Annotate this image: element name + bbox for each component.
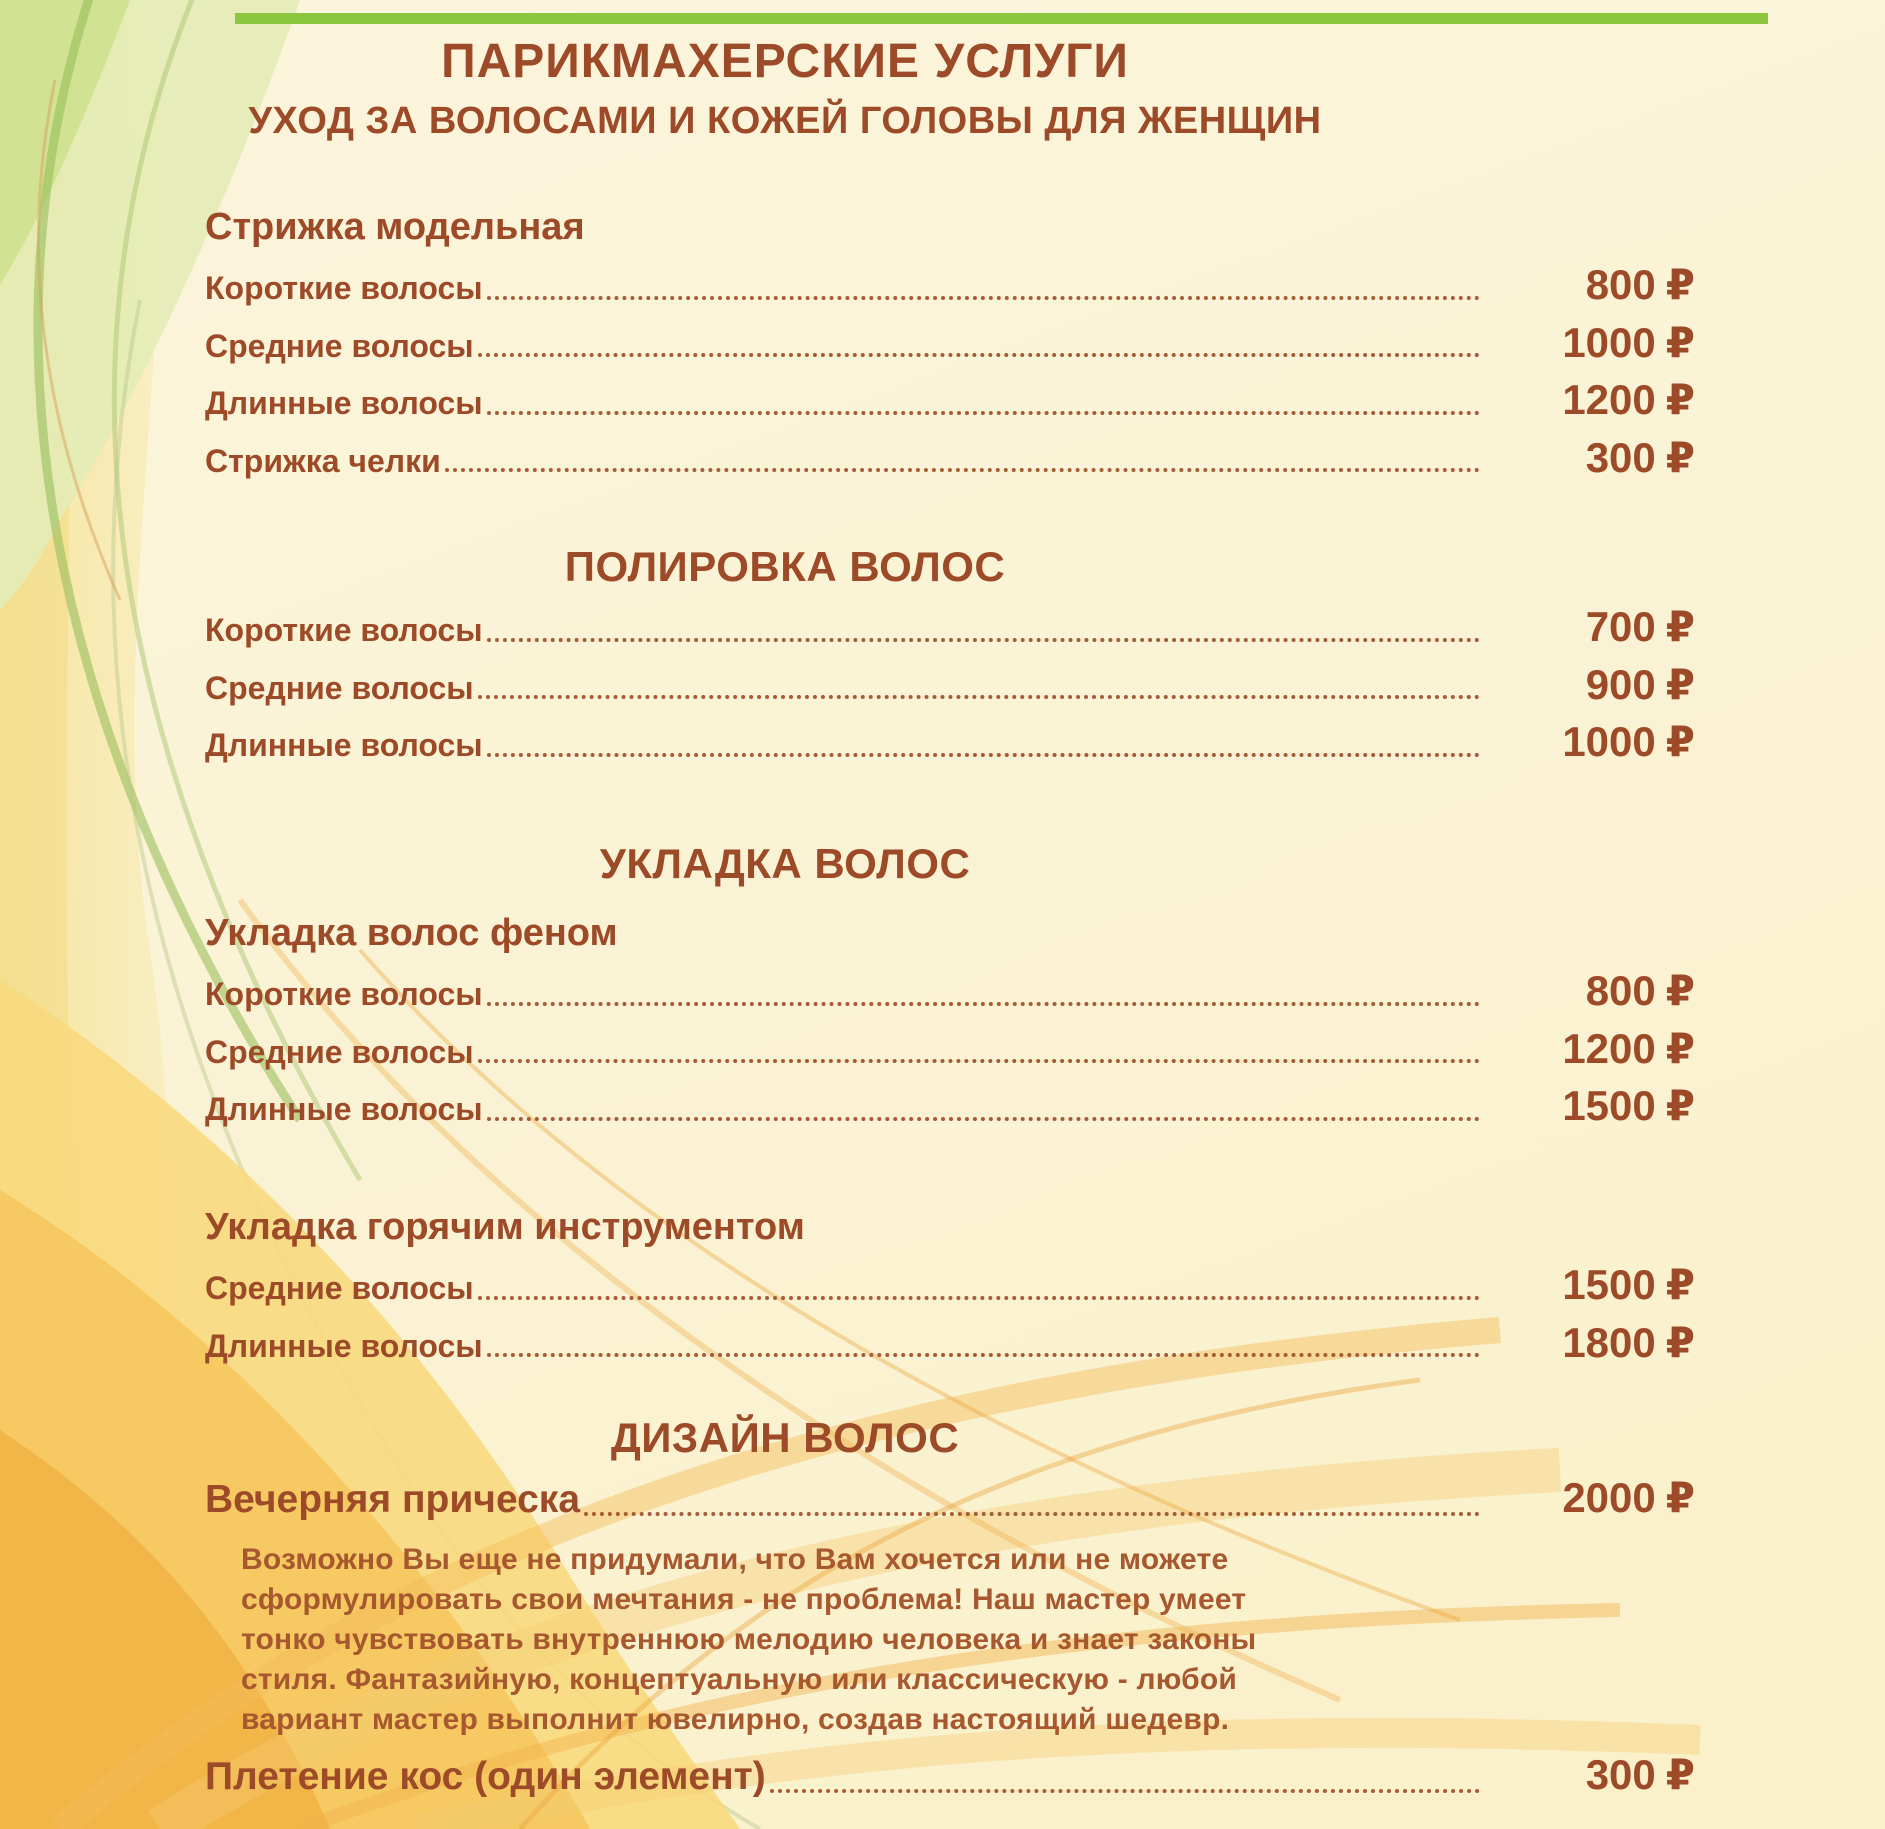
group-title-hot-tools: Укладка горячим инструментом	[205, 1205, 805, 1248]
ruble-sign: ₽	[1665, 660, 1695, 708]
price-row	[205, 660, 1695, 708]
price	[1490, 967, 1695, 1015]
price	[1490, 1474, 1695, 1522]
service-label: Короткие волосы	[205, 976, 483, 1013]
dotted-leader	[487, 638, 1480, 642]
price-row	[205, 1474, 1695, 1524]
price-row	[205, 261, 1695, 309]
dotted-leader	[478, 1296, 1480, 1300]
group-title-haircut: Стрижка модельная	[205, 205, 585, 248]
ruble-sign: ₽	[1665, 318, 1695, 366]
page-subtitle: УХОД ЗА ВОЛОСАМИ И КОЖЕЙ ГОЛОВЫ ДЛЯ ЖЕНЩИН	[248, 100, 1322, 143]
dotted-leader	[478, 1059, 1480, 1063]
dotted-leader	[487, 753, 1480, 757]
price	[1490, 1318, 1695, 1366]
price	[1490, 1024, 1695, 1072]
dotted-leader	[487, 296, 1480, 300]
price-value: 1200	[1562, 1024, 1656, 1072]
ruble-sign: ₽	[1665, 1261, 1695, 1309]
price-row	[205, 1024, 1695, 1072]
price	[1490, 433, 1695, 481]
service-label: Короткие волосы	[205, 270, 483, 307]
dotted-leader	[478, 695, 1480, 699]
service-label: Длинные волосы	[205, 1091, 483, 1128]
price-value: 300	[1585, 433, 1656, 481]
dotted-leader	[478, 353, 1480, 357]
price	[1490, 1751, 1695, 1799]
price-value: 1500	[1562, 1082, 1656, 1130]
price-row	[205, 318, 1695, 366]
service-label: Средние волосы	[205, 669, 474, 706]
service-label: Короткие волосы	[205, 612, 483, 649]
price-value: 2000	[1562, 1474, 1656, 1522]
price-value: 900	[1585, 660, 1656, 708]
ruble-sign: ₽	[1665, 1474, 1695, 1522]
header-block	[205, 34, 1365, 145]
price-row	[205, 376, 1695, 424]
ruble-sign: ₽	[1665, 1751, 1695, 1799]
service-label: Плетение кос (один элемент)	[205, 1755, 766, 1799]
section-header-styling: УКЛАДКА ВОЛОС	[599, 839, 971, 887]
service-label: Средние волосы	[205, 1033, 474, 1070]
price-value: 1800	[1562, 1318, 1656, 1366]
ruble-sign: ₽	[1665, 376, 1695, 424]
price	[1490, 318, 1695, 366]
price	[1490, 718, 1695, 766]
price-value: 700	[1585, 603, 1656, 651]
service-label: Стрижка челки	[205, 442, 441, 479]
page-title: ПАРИКМАХЕРСКИЕ УСЛУГИ	[441, 35, 1129, 88]
price-row	[205, 1318, 1695, 1366]
price	[1490, 660, 1695, 708]
ruble-sign: ₽	[1665, 1318, 1695, 1366]
price	[1490, 1261, 1695, 1309]
dotted-leader	[445, 468, 1480, 472]
service-label: Длинные волосы	[205, 1327, 483, 1364]
ruble-sign: ₽	[1665, 433, 1695, 481]
ruble-sign: ₽	[1665, 1024, 1695, 1072]
section-header-polishing: ПОЛИРОВКА ВОЛОС	[564, 542, 1006, 590]
price-row	[205, 603, 1695, 651]
dotted-leader	[584, 1512, 1480, 1516]
dotted-leader	[487, 411, 1480, 415]
price	[1490, 376, 1695, 424]
service-label: Длинные волосы	[205, 385, 483, 422]
price-row	[205, 1082, 1695, 1130]
ruble-sign: ₽	[1665, 261, 1695, 309]
service-label: Длинные волосы	[205, 727, 483, 764]
price	[1490, 1082, 1695, 1130]
ruble-sign: ₽	[1665, 718, 1695, 766]
dotted-leader	[487, 1002, 1480, 1006]
dotted-leader	[770, 1789, 1480, 1793]
price-list-content	[205, 0, 1695, 1801]
ruble-sign: ₽	[1665, 1082, 1695, 1130]
evening-hairstyle-description: Возможно Вы еще не придумали, что Вам хочется или не можете сформулировать свои мечтания - не проблема! Наш мастер умеет тонко чувствовать внутреннюю мелодию человека и знает законы стиля. Фантазийную, концептуальную или классическую - любой вариант мастер выполнит ювелирно, создав настоящий шедевр.	[241, 1543, 1257, 1737]
price-value: 1200	[1562, 376, 1656, 424]
ruble-sign: ₽	[1665, 967, 1695, 1015]
price-row	[205, 1261, 1695, 1309]
price-row	[205, 967, 1695, 1015]
price-row	[205, 1751, 1695, 1801]
price-value: 1500	[1562, 1261, 1656, 1309]
dotted-leader	[487, 1117, 1480, 1121]
group-title-blow-dry: Укладка волос феном	[205, 911, 618, 954]
price-row	[205, 718, 1695, 766]
price	[1490, 603, 1695, 651]
section-header-design: ДИЗАЙН ВОЛОС	[610, 1414, 960, 1462]
price	[1490, 261, 1695, 309]
price-value: 1000	[1562, 718, 1656, 766]
service-label: Средние волосы	[205, 327, 474, 364]
price-row	[205, 433, 1695, 481]
service-label: Вечерняя прическа	[205, 1478, 581, 1522]
dotted-leader	[487, 1353, 1480, 1357]
service-label: Средние волосы	[205, 1270, 474, 1307]
price-value: 800	[1585, 261, 1656, 309]
price-value: 800	[1585, 967, 1656, 1015]
ruble-sign: ₽	[1665, 603, 1695, 651]
price-value: 300	[1585, 1751, 1656, 1799]
price-value: 1000	[1562, 318, 1656, 366]
